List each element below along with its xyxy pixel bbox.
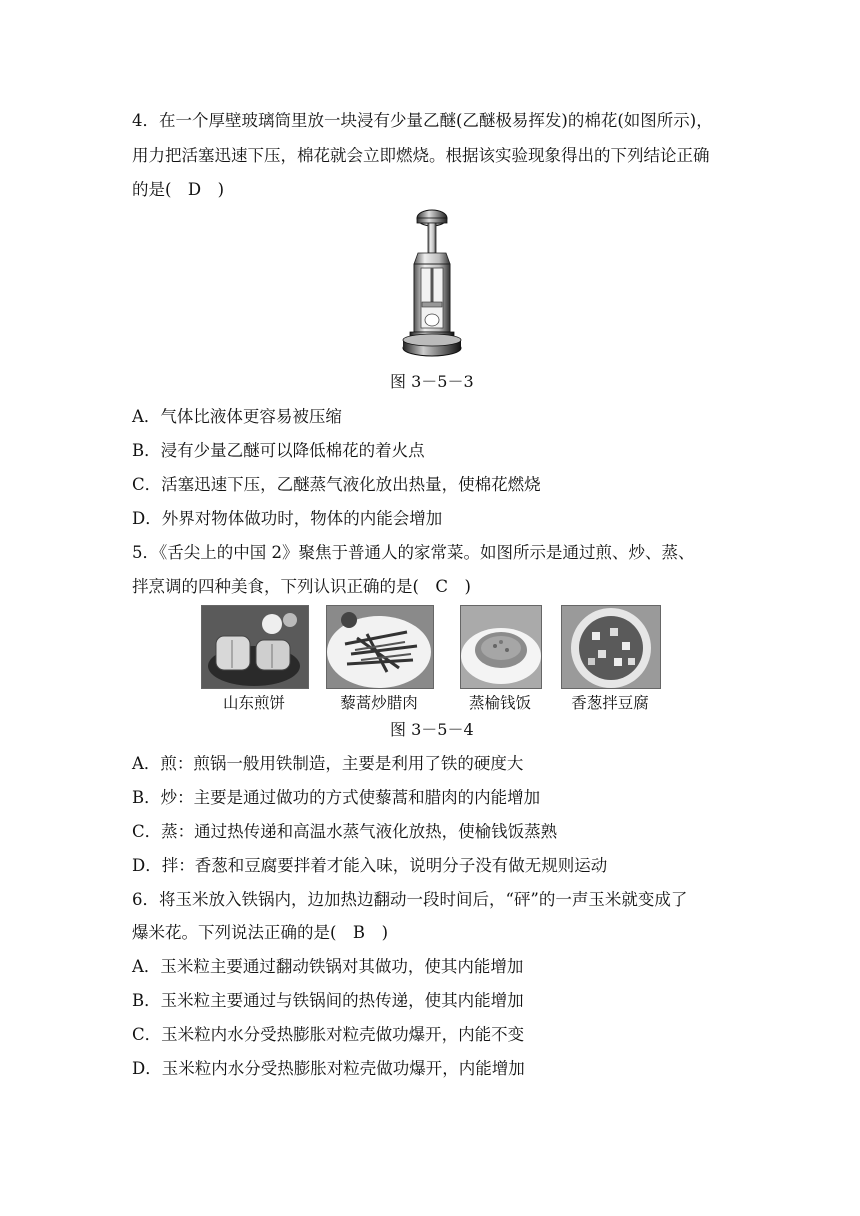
- q4-stem-line-3: 的是( D ): [132, 180, 225, 199]
- q6-option-a: A．玉米粒主要通过翻动铁锅对其做功，使其内能增加: [132, 957, 524, 976]
- photo-label-3: 蒸榆钱饭: [468, 694, 531, 712]
- q4-figure-caption: 图 3－5－3: [390, 372, 474, 391]
- q4-option-d: D．外界对物体做功时，物体的内能会增加: [132, 509, 443, 528]
- q4-option-c: C．活塞迅速下压，乙醚蒸气液化放出热量，使棉花燃烧: [132, 475, 541, 494]
- q5-option-c: C．蒸：通过热传递和高温水蒸气液化放热，使榆钱饭蒸熟: [132, 822, 558, 841]
- q4-option-a: A．气体比液体更容易被压缩: [132, 407, 342, 426]
- q6-option-d: D．玉米粒内水分受热膨胀对粒壳做功爆开，内能增加: [132, 1059, 525, 1078]
- q5-option-d: D．拌：香葱和豆腐要拌着才能入味，说明分子没有做无规则运动: [132, 856, 608, 875]
- photo-label-1: 山东煎饼: [222, 694, 285, 712]
- q6-option-b: B．玉米粒主要通过与铁锅间的热传递，使其内能增加: [132, 991, 524, 1010]
- photo-label-4: 香葱拌豆腐: [571, 694, 649, 712]
- q5-stem-line-2: 拌烹调的四种美食，下列认识正确的是( C ): [132, 577, 471, 596]
- photo-label-2: 藜蒿炒腊肉: [340, 694, 418, 712]
- q6-option-c: C．玉米粒内水分受热膨胀对粒壳做功爆开，内能不变: [132, 1025, 525, 1044]
- q5-option-a: A．煎：煎锅一般用铁制造，主要是利用了铁的硬度大: [132, 754, 524, 773]
- shandong-pancake-photo: [201, 605, 309, 689]
- q4-stem-line-2: 用力把活塞迅速下压，棉花就会立即燃烧。根据该实验现象得出的下列结论正确: [132, 146, 710, 165]
- glass-cylinder-apparatus-figure: [400, 208, 464, 364]
- q4-option-b: B．浸有少量乙醚可以降低棉花的着火点: [132, 441, 425, 460]
- q5-stem-line-1: 5．《舌尖上的中国 2》聚焦于普通人的家常菜。如图所示是通过煎、炒、蒸、: [132, 543, 695, 562]
- q6-stem-line-2: 爆米花。下列说法正确的是( B ): [132, 923, 388, 942]
- scallion-tofu-photo: [561, 605, 661, 689]
- q5-figure-caption: 图 3－5－4: [390, 720, 474, 739]
- q5-option-b: B．炒：主要是通过做功的方式使藜蒿和腊肉的内能增加: [132, 788, 541, 807]
- stir-fry-artemisia-photo: [326, 605, 434, 689]
- steamed-elm-seed-rice-photo: [460, 605, 542, 689]
- q4-stem-line-1: 4．在一个厚壁玻璃筒里放一块浸有少量乙醚(乙醚极易挥发)的棉花(如图所示)，: [132, 111, 713, 130]
- q6-stem-line-1: 6．将玉米放入铁锅内，边加热边翻动一段时间后，“砰”的一声玉米就变成了: [132, 890, 688, 909]
